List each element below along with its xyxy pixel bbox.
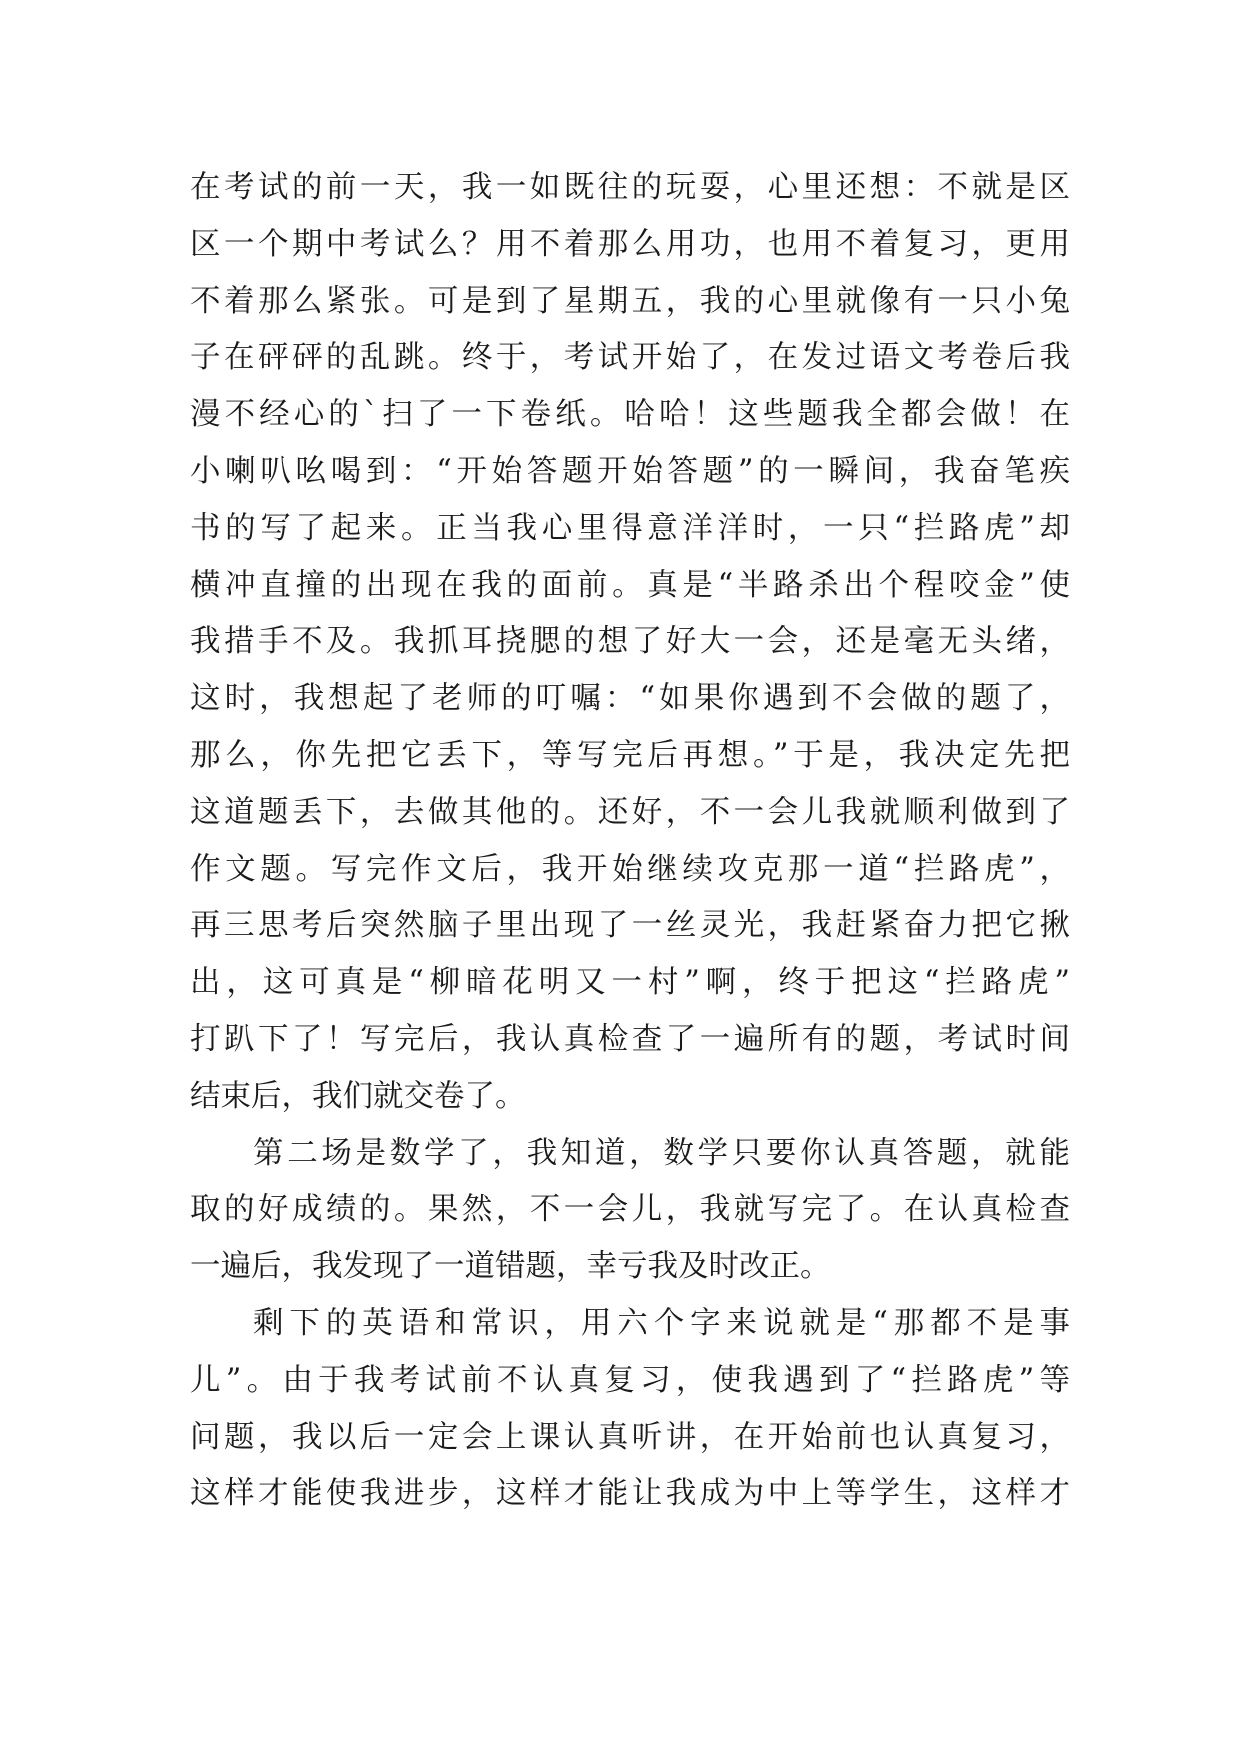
text-line: 小喇叭吆喝到：“开始答题开始答题”的一瞬间，我奋笔疾	[190, 453, 1070, 489]
text-line: 儿”。由于我考试前不认真复习，使我遇到了“拦路虎”等	[190, 1362, 1070, 1398]
text-line: 这时，我想起了老师的叮嘱：“如果你遇到不会做的题了，	[190, 681, 1070, 717]
text-line: 在考试的前一天，我一如既往的玩耍，心里还想：不就是区	[190, 170, 1070, 205]
text-line: 区一个期中考试么？用不着那么用功，也用不着复习，更用	[190, 226, 1070, 262]
essay-body	[190, 160, 1070, 1523]
text-line: 子在砰砰的乱跳。终于，考试开始了，在发过语文考卷后我	[190, 340, 1070, 376]
text-line: 取的好成绩的。果然，不一会儿，我就写完了。在认真检查	[190, 1192, 1070, 1228]
text-line: 一遍后，我发现了一道错题，幸亏我及时改正。	[190, 1249, 831, 1285]
text-line: 这样才能使我进步，这样才能让我成为中上等学生，这样才	[190, 1476, 1070, 1512]
text-line: 不着那么紧张。可是到了星期五，我的心里就像有一只小兔	[190, 283, 1070, 319]
text-line: 再三思考后突然脑子里出现了一丝灵光，我赶紧奋力把它揪	[190, 908, 1070, 944]
text-line: 书的写了起来。正当我心里得意洋洋时，一只“拦路虎”却	[190, 510, 1070, 546]
paragraph-first-line: 第二场是数学了，我知道，数学只要你认真答题，就能	[253, 1135, 1070, 1171]
text-line: 这道题丢下，去做其他的。还好，不一会儿我就顺利做到了	[190, 794, 1070, 830]
text-line: 我措手不及。我抓耳挠腮的想了好大一会，还是毫无头绪，	[190, 624, 1070, 660]
text-line: 作文题。写完作文后，我开始继续攻克那一道“拦路虎”，	[190, 851, 1070, 887]
text-line: 结束后，我们就交卷了。	[190, 1078, 526, 1114]
text-line: 出，这可真是“柳暗花明又一村”啊，终于把这“拦路虎”	[190, 965, 1070, 1001]
text-line: 打趴下了！写完后，我认真检查了一遍所有的题，考试时间	[190, 1021, 1070, 1057]
text-line: 漫不经心的`扫了一下卷纸。哈哈！这些题我全都会做！在	[190, 397, 1070, 433]
text-line: 横冲直撞的出现在我的面前。真是“半路杀出个程咬金”使	[190, 567, 1070, 603]
paragraph-first-line: 剩下的英语和常识，用六个字来说就是“那都不是事	[253, 1305, 1070, 1341]
text-line: 那么，你先把它丢下，等写完后再想。”于是，我决定先把	[190, 737, 1070, 773]
text-line: 问题，我以后一定会上课认真听讲，在开始前也认真复习，	[190, 1419, 1070, 1455]
